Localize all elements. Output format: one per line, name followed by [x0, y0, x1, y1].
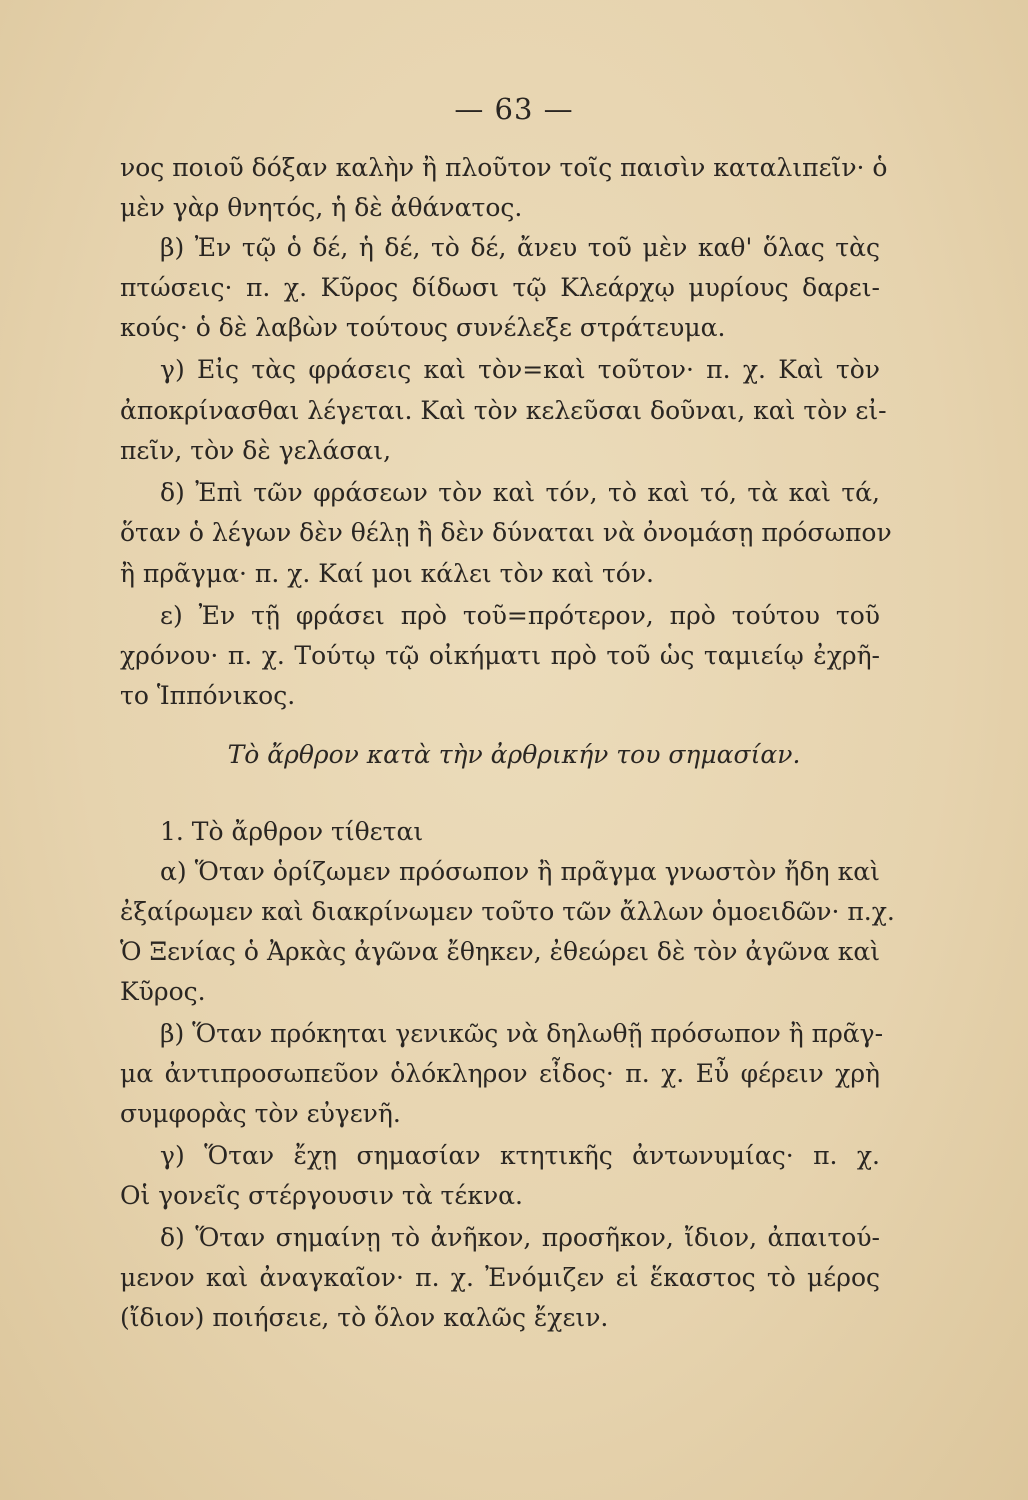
- text-line: πεῖν, τὸν δὲ γελάσαι,: [120, 436, 392, 465]
- text-line: γ) Ὅταν ἔχῃ σημασίαν κτητικῆς ἀντωνυμίας· π. χ.: [160, 1141, 880, 1170]
- text-line: ἀποκρίνασθαι λέγεται. Καὶ τὸν κελεῦσαι δοῦναι, καὶ τὸν εἰ-: [120, 396, 887, 425]
- page-number: — 63 —: [454, 92, 574, 126]
- text-line: β) Ὅταν πρόκηται γενικῶς νὰ δηλωθῇ πρόσωπον ἢ πρᾶγ-: [160, 1019, 884, 1048]
- text-line: γ) Εἰς τὰς φράσεις καὶ τὸν=καὶ τοῦτον· π. χ. Καὶ τὸν: [160, 355, 880, 384]
- text-line: νος ποιοῦ δόξαν καλὴν ἢ πλοῦτον τοῖς παισὶν καταλιπεῖν· ὁ: [120, 153, 888, 182]
- text-line: (ἴδιον) ποιήσειε, τὸ ὅλον καλῶς ἔχειν.: [120, 1303, 609, 1332]
- text-line: 1. Τὸ ἄρθρον τίθεται: [160, 817, 424, 846]
- text-line: β) Ἐν τῷ ὁ δέ, ἡ δέ, τὸ δέ, ἄνευ τοῦ μὲν καθ' ὅλας τὰς: [160, 233, 880, 262]
- text-line: ὅταν ὁ λέγων δὲν θέλῃ ἢ δὲν δύναται νὰ ὀνομάσῃ πρόσωπον: [120, 518, 892, 547]
- text-line: μὲν γὰρ θνητός, ἡ δὲ ἀθάνατος.: [120, 193, 523, 222]
- text-line: συμφορὰς τὸν εὐγενῆ.: [120, 1099, 401, 1128]
- text-line: το Ἱππόνικος.: [120, 681, 296, 710]
- text-line: κούς· ὁ δὲ λαβὼν τούτους συνέλεξε στράτευμα.: [120, 313, 726, 342]
- text-line: ἢ πρᾶγμα· π. χ. Καί μοι κάλει τὸν καὶ τόν.: [120, 559, 654, 588]
- section-heading: Τὸ ἄρθρον κατὰ τὴν ἀρθρικήν του σημασίαν.: [227, 740, 801, 769]
- text-line: πτώσεις· π. χ. Κῦρος δίδωσι τῷ Κλεάρχῳ μυρίους δαρει-: [120, 273, 880, 302]
- text-line: ἐξαίρωμεν καὶ διακρίνωμεν τοῦτο τῶν ἄλλων ὁμοειδῶν· π.χ.: [120, 897, 895, 926]
- text-line: Κῦρος.: [120, 977, 206, 1006]
- text-line: χρόνου· π. χ. Τούτῳ τῷ οἰκήματι πρὸ τοῦ ὡς ταμιείῳ ἐχρῆ-: [120, 641, 880, 670]
- text-line: α) Ὅταν ὁρίζωμεν πρόσωπον ἢ πρᾶγμα γνωστὸν ἤδη καὶ: [160, 857, 880, 886]
- text-line: Οἱ γονεῖς στέργουσιν τὰ τέκνα.: [120, 1181, 523, 1210]
- text-line: Ὁ Ξενίας ὁ Ἀρκὰς ἀγῶνα ἔθηκεν, ἐθεώρει δὲ τὸν ἀγῶνα καὶ: [120, 937, 880, 966]
- text-line: ε) Ἐν τῇ φράσει πρὸ τοῦ=πρότερον, πρὸ τούτου τοῦ: [160, 601, 880, 630]
- text-line: μενον καὶ ἀναγκαῖον· π. χ. Ἐνόμιζεν εἰ ἕκαστος τὸ μέρος: [120, 1263, 880, 1292]
- text-line: μα ἀντιπροσωπεῦον ὁλόκληρον εἶδος· π. χ. Εὖ φέρειν χρὴ: [120, 1059, 880, 1088]
- text-line: δ) Ὅταν σημαίνῃ τὸ ἀνῆκον, προσῆκον, ἴδιον, ἀπαιτού-: [160, 1223, 880, 1252]
- text-line: δ) Ἐπὶ τῶν φράσεων τὸν καὶ τόν, τὸ καὶ τό, τὰ καὶ τά,: [160, 478, 880, 507]
